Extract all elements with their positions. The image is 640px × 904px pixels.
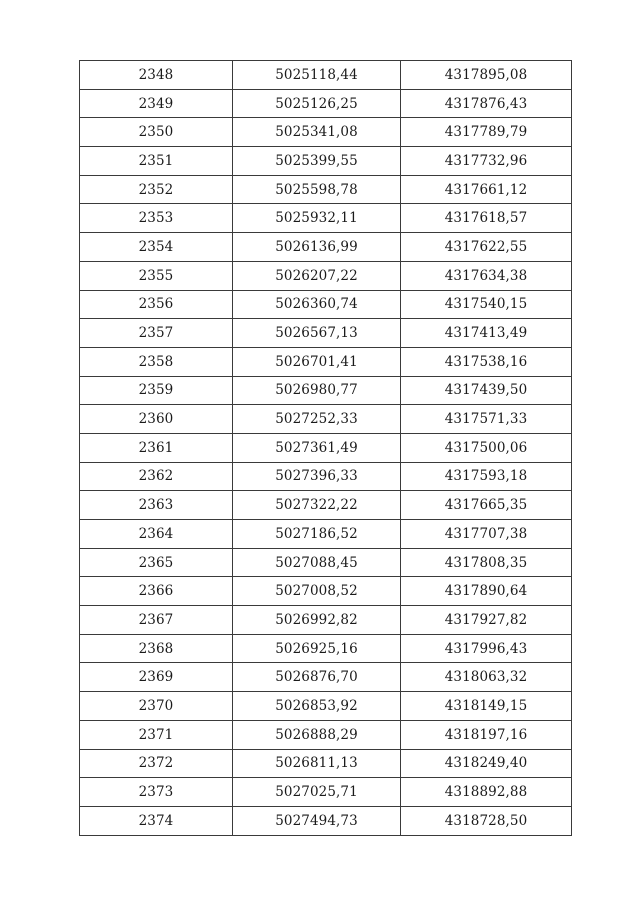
point-number-cell: 2365 (80, 548, 233, 577)
table-row (80, 204, 572, 233)
y-coordinate-cell: 4318149,15 (401, 692, 572, 721)
y-coordinate-cell: 4318728,50 (401, 806, 572, 835)
table-row (80, 147, 572, 176)
point-number-cell: 2360 (80, 405, 233, 434)
x-coordinate-cell: 5026701,41 (233, 347, 401, 376)
table-row (80, 376, 572, 405)
y-coordinate-cell: 4317593,18 (401, 462, 572, 491)
y-coordinate-cell: 4317707,38 (401, 520, 572, 549)
x-coordinate-cell: 5025118,44 (233, 61, 401, 90)
x-coordinate-cell: 5027008,52 (233, 577, 401, 606)
table-row (80, 806, 572, 835)
y-coordinate-cell: 4317732,96 (401, 147, 572, 176)
y-coordinate-cell: 4317996,43 (401, 634, 572, 663)
table-row (80, 548, 572, 577)
point-number-cell: 2353 (80, 204, 233, 233)
point-number-cell: 2358 (80, 347, 233, 376)
point-number-cell: 2372 (80, 749, 233, 778)
y-coordinate-cell: 4317927,82 (401, 606, 572, 635)
point-number-cell: 2361 (80, 433, 233, 462)
table-row (80, 749, 572, 778)
y-coordinate-cell: 4317413,49 (401, 319, 572, 348)
x-coordinate-cell: 5027494,73 (233, 806, 401, 835)
point-number-cell: 2357 (80, 319, 233, 348)
x-coordinate-cell: 5026136,99 (233, 233, 401, 262)
point-number-cell: 2349 (80, 89, 233, 118)
x-coordinate-cell: 5026811,13 (233, 749, 401, 778)
x-coordinate-cell: 5026853,92 (233, 692, 401, 721)
point-number-cell: 2363 (80, 491, 233, 520)
y-coordinate-cell: 4318063,32 (401, 663, 572, 692)
table-row (80, 290, 572, 319)
y-coordinate-cell: 4317876,43 (401, 89, 572, 118)
table-row (80, 347, 572, 376)
y-coordinate-cell: 4317808,35 (401, 548, 572, 577)
table-row (80, 118, 572, 147)
x-coordinate-cell: 5025126,25 (233, 89, 401, 118)
table-row (80, 720, 572, 749)
point-number-cell: 2350 (80, 118, 233, 147)
table-row (80, 61, 572, 90)
y-coordinate-cell: 4317618,57 (401, 204, 572, 233)
table-row (80, 634, 572, 663)
point-number-cell: 2351 (80, 147, 233, 176)
point-number-cell: 2367 (80, 606, 233, 635)
point-number-cell: 2348 (80, 61, 233, 90)
y-coordinate-cell: 4317538,16 (401, 347, 572, 376)
table-row (80, 520, 572, 549)
point-number-cell: 2366 (80, 577, 233, 606)
coordinates-table (79, 60, 572, 836)
table-row (80, 692, 572, 721)
y-coordinate-cell: 4317634,38 (401, 261, 572, 290)
point-number-cell: 2364 (80, 520, 233, 549)
table-row (80, 491, 572, 520)
x-coordinate-cell: 5026207,22 (233, 261, 401, 290)
y-coordinate-cell: 4317890,64 (401, 577, 572, 606)
x-coordinate-cell: 5026876,70 (233, 663, 401, 692)
point-number-cell: 2362 (80, 462, 233, 491)
point-number-cell: 2369 (80, 663, 233, 692)
x-coordinate-cell: 5027186,52 (233, 520, 401, 549)
x-coordinate-cell: 5027396,33 (233, 462, 401, 491)
point-number-cell: 2373 (80, 778, 233, 807)
table-row (80, 233, 572, 262)
point-number-cell: 2355 (80, 261, 233, 290)
y-coordinate-cell: 4317540,15 (401, 290, 572, 319)
x-coordinate-cell: 5025932,11 (233, 204, 401, 233)
table-row (80, 89, 572, 118)
x-coordinate-cell: 5025341,08 (233, 118, 401, 147)
y-coordinate-cell: 4318892,88 (401, 778, 572, 807)
x-coordinate-cell: 5025399,55 (233, 147, 401, 176)
y-coordinate-cell: 4317665,35 (401, 491, 572, 520)
y-coordinate-cell: 4317571,33 (401, 405, 572, 434)
point-number-cell: 2359 (80, 376, 233, 405)
y-coordinate-cell: 4317622,55 (401, 233, 572, 262)
x-coordinate-cell: 5026888,29 (233, 720, 401, 749)
x-coordinate-cell: 5026980,77 (233, 376, 401, 405)
y-coordinate-cell: 4317895,08 (401, 61, 572, 90)
point-number-cell: 2374 (80, 806, 233, 835)
table-row (80, 175, 572, 204)
point-number-cell: 2370 (80, 692, 233, 721)
x-coordinate-cell: 5026567,13 (233, 319, 401, 348)
table-row (80, 261, 572, 290)
point-number-cell: 2356 (80, 290, 233, 319)
x-coordinate-cell: 5027322,22 (233, 491, 401, 520)
table-row (80, 433, 572, 462)
point-number-cell: 2352 (80, 175, 233, 204)
x-coordinate-cell: 5027025,71 (233, 778, 401, 807)
table-row (80, 462, 572, 491)
y-coordinate-cell: 4318249,40 (401, 749, 572, 778)
x-coordinate-cell: 5027252,33 (233, 405, 401, 434)
point-number-cell: 2371 (80, 720, 233, 749)
y-coordinate-cell: 4317439,50 (401, 376, 572, 405)
table-row (80, 577, 572, 606)
x-coordinate-cell: 5025598,78 (233, 175, 401, 204)
table-row (80, 663, 572, 692)
table-row (80, 606, 572, 635)
table-row (80, 778, 572, 807)
y-coordinate-cell: 4317661,12 (401, 175, 572, 204)
x-coordinate-cell: 5027361,49 (233, 433, 401, 462)
y-coordinate-cell: 4317500,06 (401, 433, 572, 462)
x-coordinate-cell: 5027088,45 (233, 548, 401, 577)
x-coordinate-cell: 5026992,82 (233, 606, 401, 635)
table-row (80, 319, 572, 348)
point-number-cell: 2368 (80, 634, 233, 663)
coordinates-table-body (80, 61, 572, 836)
y-coordinate-cell: 4318197,16 (401, 720, 572, 749)
y-coordinate-cell: 4317789,79 (401, 118, 572, 147)
x-coordinate-cell: 5026360,74 (233, 290, 401, 319)
x-coordinate-cell: 5026925,16 (233, 634, 401, 663)
point-number-cell: 2354 (80, 233, 233, 262)
table-row (80, 405, 572, 434)
